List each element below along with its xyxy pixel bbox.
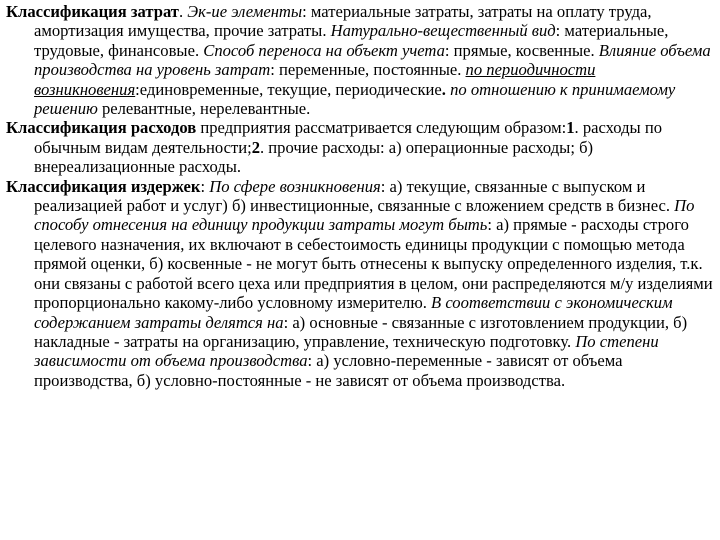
bold-text-run: 2 (251, 137, 260, 157)
italic-text-run: По способу отнесения на единицу продукции затраты могут быть (34, 196, 695, 235)
italic-text-run: Влияние объема производства на уровень затрат (34, 40, 711, 80)
text-run: предприятия рассматривается следующим образом: (196, 118, 567, 138)
document-body (6, 2, 716, 390)
text-run: : материальные затраты, затраты на оплату труда, амортизация имущества, прочие затраты. (34, 2, 652, 41)
bold-text-run: Классификация затрат (6, 2, 179, 21)
italic-text-run: По степени зависимости от объема производства (34, 331, 659, 371)
italic-text-run: Натурально-вещественный вид (330, 21, 556, 41)
bold-text-run: . (441, 79, 451, 99)
bold-text-run: Классификация издержек (6, 176, 201, 196)
text-run: . (178, 2, 188, 21)
italic-text-run: Эк-ие элементы (187, 2, 303, 21)
italic-text-run: В соответствии с экономическим содержанием затраты делятся на (34, 293, 673, 332)
paragraph-expense-classification (6, 118, 716, 176)
text-run: : а) прямые - расходы строго целевого назначения, их включают в себестоимость единицы продукции с помощью метода прямой оценки, б) косвенные - не могут быть отнесены к выпуску определенного изделия, т.к. они связаны с работой всего цеха или предприятия в целом, они распределяются м/у изделиями пропорционально какому-либо условному измерителю. (34, 215, 713, 313)
text-run: . расходы по обычным видам деятельности; (34, 118, 663, 157)
text-run: : а) основные - связанные с изготовлением продукции, б) накладные - затраты на организацию, управление, техническую подготовку. (34, 312, 688, 351)
text-run: : переменные, постоянные. (270, 60, 466, 80)
text-run: релевантные, нерелевантные. (97, 99, 311, 119)
text-run: : прямые, косвенные. (444, 40, 599, 60)
paragraph-cost-classification (6, 2, 716, 118)
paragraph-outlay-classification (6, 177, 716, 390)
italic-text-run: по периодичности возникновения (34, 60, 596, 99)
text-run: . прочие расходы: а) операционные расходы; б) внереализационные расходы. (34, 137, 594, 177)
italic-text-run: по отношению к принимаемому решению (34, 79, 676, 119)
text-run: : а) текущие, связанные с выпуском и реализацией работ и услуг) б) инвестиционные, связанные с вложением средств в бизнес. (34, 176, 675, 216)
text-run: : а) условно-переменные - зависят от объема производства, б) условно-постоянные - не зависят от объема производства. (34, 351, 623, 390)
text-run: : материальные, трудовые, финансовые. (34, 21, 669, 60)
bold-text-run: 1 (566, 118, 575, 138)
bold-text-run: Классификация расходов (6, 118, 197, 138)
italic-text-run: Способ переноса на объект учета (203, 40, 445, 60)
text-run: :единовременные, текущие, периодические (135, 79, 442, 99)
italic-text-run: По сфере возникновения (209, 176, 381, 196)
text-run: : (200, 176, 210, 196)
